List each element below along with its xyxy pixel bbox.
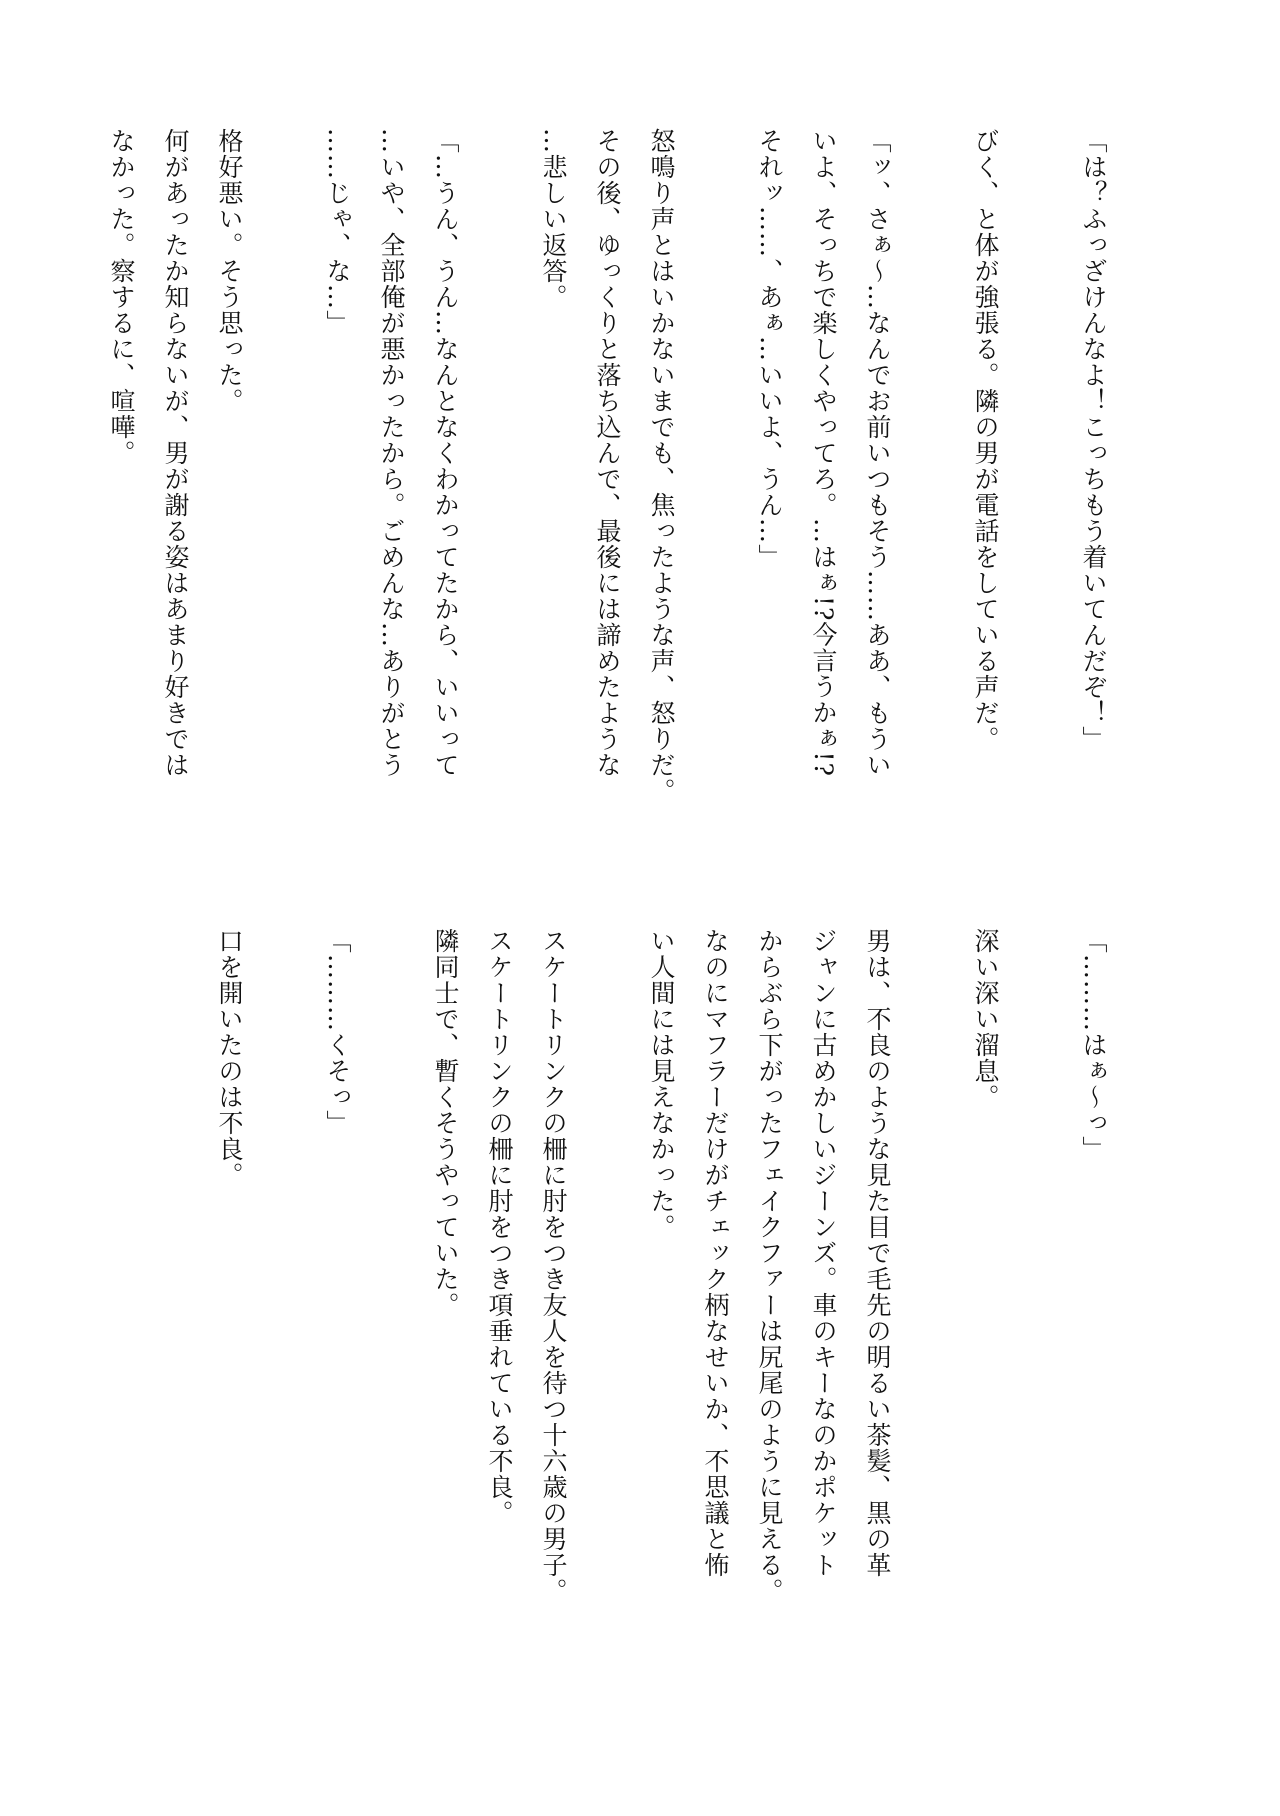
text-line: 隣同士で、暫くそうやっていた。 — [431, 928, 460, 1318]
blank-line — [472, 128, 526, 888]
text-line: …悲しい返答。 — [539, 128, 568, 310]
text-line: なかった。察するに、喧嘩。 — [107, 128, 136, 466]
text-line: 「………はぁ～っ」 — [1079, 928, 1108, 1162]
text-line: 格好悪い。そう思った。 — [215, 128, 244, 414]
text-line: 怒鳴り声とはいかないまでも、焦ったような声、怒りだ。 — [647, 128, 676, 804]
text-line: ジャンに古めかしいジーンズ。車のキーなのかポケット — [809, 928, 838, 1578]
text-line: びく、と体が強張る。隣の男が電話をしている声だ。 — [971, 128, 1000, 752]
blank-line — [904, 128, 958, 888]
text-line: スケートリンクの柵に肘をつき友人を待つ十六歳の男子。 — [539, 928, 568, 1604]
text-line: 口を開いたのは不良。 — [215, 928, 244, 1188]
text-line: その後、ゆっくりと落ち込んで、最後には諦めたような — [593, 128, 622, 778]
text-line: 「ッ、さぁ～…なんでお前いつもそう……ああ、もうい — [863, 128, 892, 778]
lower-text-block — [160, 928, 1120, 1688]
text-line: 「………くそっ」 — [323, 928, 352, 1136]
blank-line — [1012, 128, 1066, 888]
text-line: い人間には見えなかった。 — [647, 928, 676, 1240]
text-line: 深い深い溜息。 — [971, 928, 1000, 1110]
text-line: …いや、全部俺が悪かったから。ごめんな…ありがとう — [377, 128, 406, 778]
text-line: 男は、不良のような見た目で毛先の明るい茶髪、黒の革 — [863, 928, 892, 1578]
text-line: それッ……、あぁ…いいよ、うん…」 — [755, 128, 784, 570]
text-line: スケートリンクの柵に肘をつき項垂れている不良。 — [485, 928, 514, 1526]
text-line: いよ、そっちで楽しくやってろ。…はぁ!?今言うかぁ!? — [809, 128, 838, 777]
text-line: 「…うん、うん…なんとなくわかってたから、いいって — [431, 128, 460, 778]
blank-line — [904, 928, 958, 1688]
blank-line — [364, 928, 418, 1688]
upper-text-block — [107, 128, 1120, 888]
blank-line — [580, 928, 634, 1688]
text-line: からぶら下がったフェイクファーは尻尾のように見える。 — [755, 928, 784, 1604]
blank-line — [256, 128, 310, 888]
text-line: なのにマフラーだけがチェック柄なせいか、不思議と怖 — [701, 928, 730, 1578]
blank-line — [688, 128, 742, 888]
blank-line — [1012, 928, 1066, 1688]
text-line: 何があったか知らないが、男が謝る姿はあまり好きでは — [161, 128, 190, 778]
text-line: 「は？ふっざけんなよ！こっちもう着いてんだぞ！」 — [1079, 128, 1108, 752]
text-line: ……じゃ、な…」 — [323, 128, 352, 336]
blank-line — [256, 928, 310, 1688]
